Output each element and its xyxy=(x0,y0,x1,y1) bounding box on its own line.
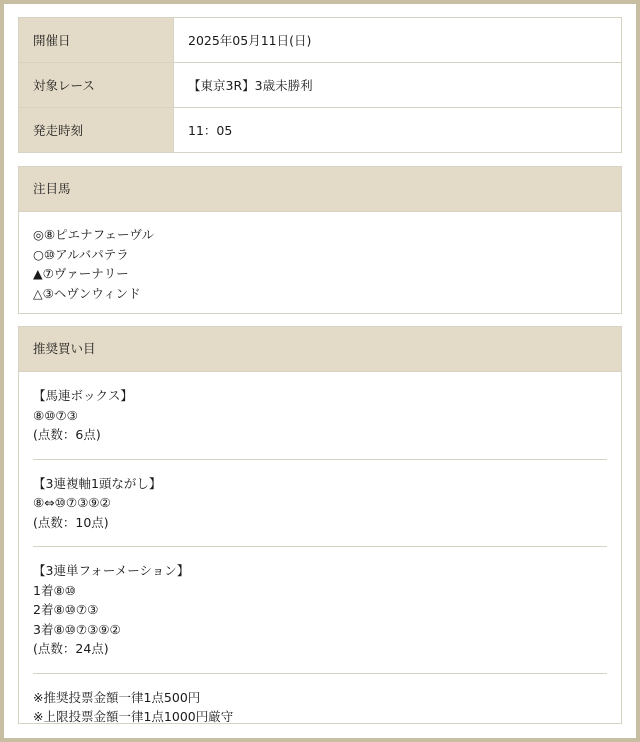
divider xyxy=(33,459,607,460)
start-time-value: 11：05 xyxy=(174,108,622,153)
recommended-bets-box xyxy=(18,326,622,724)
table-row xyxy=(19,63,622,108)
bet-line: 【馬連ボックス】 xyxy=(33,388,133,403)
divider xyxy=(33,673,607,674)
start-time-label: 発走時刻 xyxy=(19,108,174,153)
table-row xyxy=(19,108,622,153)
notable-horse-line: ▲⑦ヴァーナリー xyxy=(33,266,129,281)
bet-line: 3着⑧⑩⑦③⑨② xyxy=(33,621,121,637)
table-row xyxy=(19,18,622,63)
bet-line: 【3連複軸1頭ながし】 xyxy=(33,475,162,491)
bet-line: 2着⑧⑩⑦③ xyxy=(33,602,99,617)
recommended-bets-heading: 推奨買い目 xyxy=(19,327,621,372)
date-label: 開催日 xyxy=(19,18,174,63)
note-line: ※推奨投票金額一律1点500円 xyxy=(33,689,201,705)
race-info-table xyxy=(18,17,622,153)
bet-notes xyxy=(33,688,607,727)
divider xyxy=(33,546,607,547)
notable-horse-line: △③ヘヴンウィンド xyxy=(33,285,141,301)
race-label: 対象レース xyxy=(19,63,174,108)
race-value: 【東京3R】3歳未勝利 xyxy=(174,63,622,108)
bet-line: (点数：24点) xyxy=(33,641,109,656)
bet-line: (点数：10点) xyxy=(33,514,109,530)
bet-line: 1着⑧⑩ xyxy=(33,582,76,598)
notable-horse-line: ◎⑧ピエナフェーヴル xyxy=(33,227,155,242)
note-line: ※上限投票金額一律1点1000円厳守 xyxy=(33,709,234,724)
notable-horses-heading: 注目馬 xyxy=(19,167,621,212)
bet-group-trio-nagashi xyxy=(33,474,607,533)
bet-line: (点数：6点) xyxy=(33,427,101,442)
notable-horse-line: ○⑩アルバパテラ xyxy=(33,246,129,262)
bet-line: 【3連単フォーメーション】 xyxy=(33,563,190,578)
date-value: 2025年05月11日(日) xyxy=(174,18,622,63)
bet-group-trifecta-formation xyxy=(33,561,607,659)
bet-line: ⑧⇔⑩⑦③⑨② xyxy=(33,495,111,510)
bet-group-umaren-box xyxy=(33,386,607,445)
bet-line: ⑧⑩⑦③ xyxy=(33,407,78,423)
notable-horses-box xyxy=(18,166,622,314)
